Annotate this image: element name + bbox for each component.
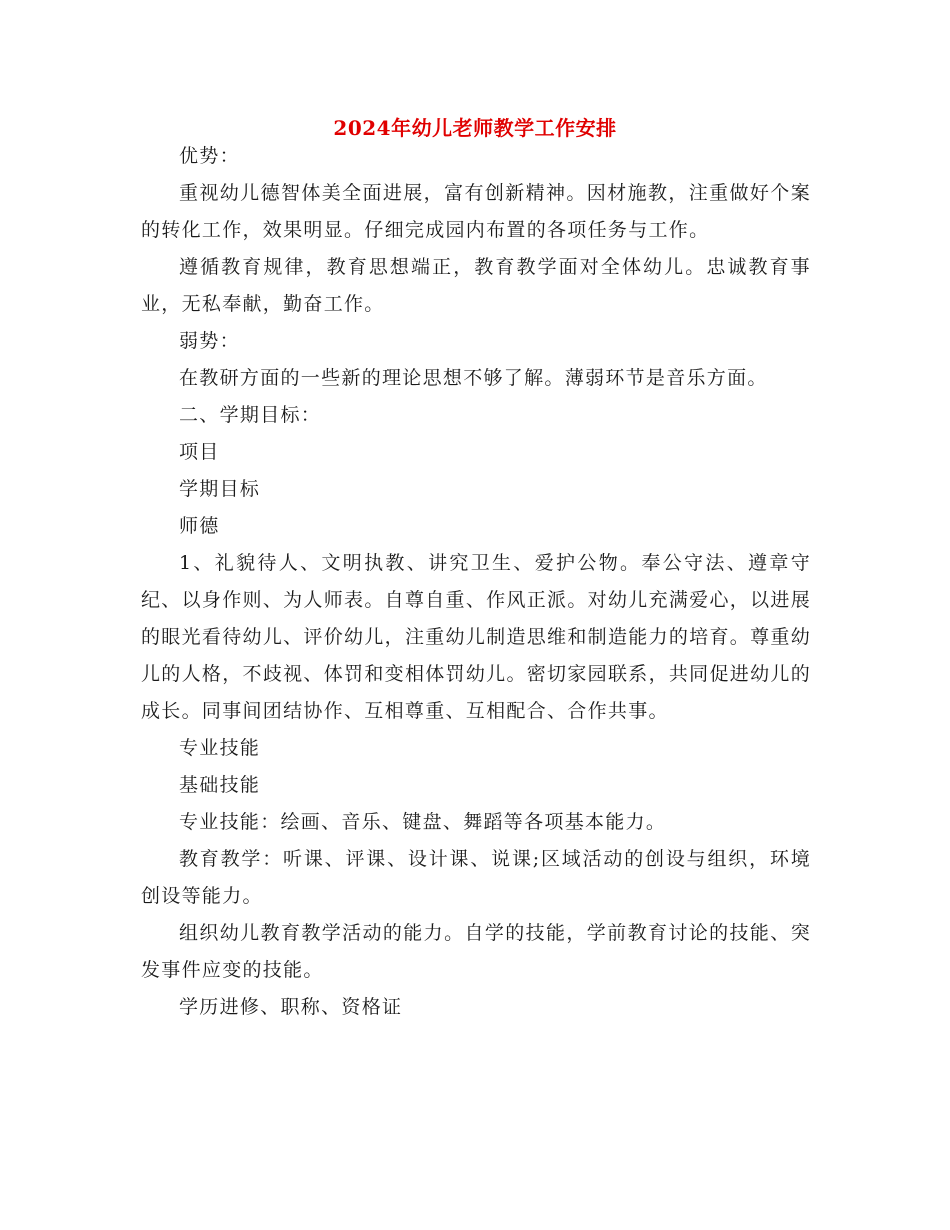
paragraph-item: 项目	[179, 441, 220, 463]
paragraph-advantage-2: 遵循教育规律，教育思想端正，教育教学面对全体幼儿。忠诚教育事业，无私奉献，勤奋工作。	[141, 256, 811, 315]
paragraph-weakness-1: 在教研方面的一些新的理论思想不够了解。薄弱环节是音乐方面。	[179, 367, 768, 389]
document-title: 2024年幼儿老师教学工作安排	[333, 116, 617, 140]
paragraph-advantage-heading: 优势：	[179, 145, 240, 167]
paragraph-organization-detail: 组织幼儿教育教学活动的能力。自学的技能，学前教育讨论的技能、突发事件应变的技能。	[141, 922, 811, 981]
paragraph-professional-skills: 专业技能	[179, 737, 261, 759]
paragraph-teacher-ethics: 师德	[179, 515, 220, 537]
paragraph-weakness-heading: 弱势：	[179, 330, 240, 352]
document-body	[141, 138, 811, 1026]
paragraph-education-title: 学历进修、职称、资格证	[179, 996, 403, 1018]
paragraph-skills-detail: 专业技能：绘画、音乐、键盘、舞蹈等各项基本能力。	[179, 811, 667, 833]
paragraph-advantage-1: 重视幼儿德智体美全面进展，富有创新精神。因材施教，注重做好个案的转化工作，效果明显。仔细完成园内布置的各项任务与工作。	[141, 182, 811, 241]
paragraph-semester-goals-heading: 二、学期目标：	[179, 404, 322, 426]
paragraph-ethics-detail: 1、礼貌待人、文明执教、讲究卫生、爱护公物。奉公守法、遵章守纪、以身作则、为人师表。自尊自重、作风正派。对幼儿充满爱心，以进展的眼光看待幼儿、评价幼儿，注重幼儿制造思维和制造能力的培育。尊重幼儿的人格，不歧视、体罚和变相体罚幼儿。密切家园联系，共同促进幼儿的成长。同事间团结协作、互相尊重、互相配合、合作共事。	[141, 552, 811, 722]
paragraph-semester-goal: 学期目标	[179, 478, 261, 500]
paragraph-basic-skills: 基础技能	[179, 774, 261, 796]
paragraph-teaching-detail: 教育教学：听课、评课、设计课、说课;区域活动的创设与组织，环境创设等能力。	[141, 848, 811, 907]
